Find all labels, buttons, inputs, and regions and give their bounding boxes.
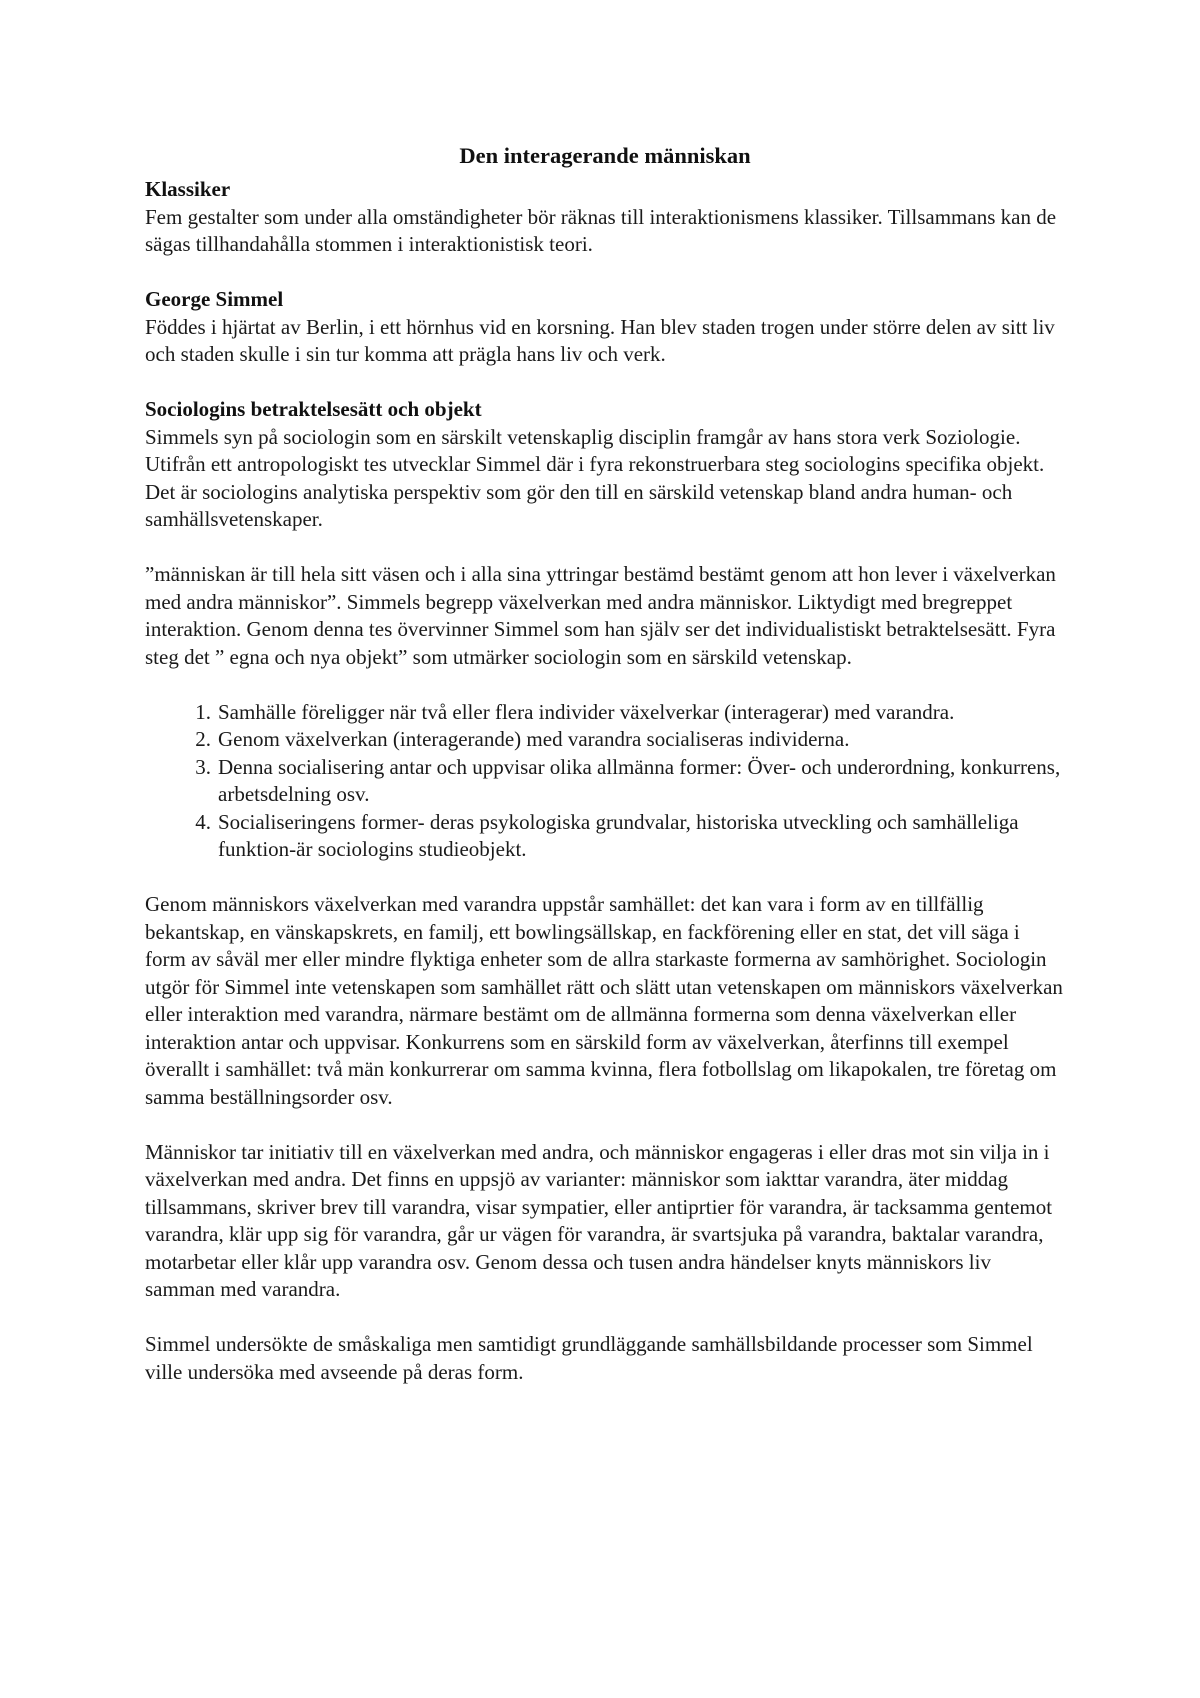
- list-item: [195, 726, 1065, 754]
- section-heading-klassiker: Klassiker: [145, 177, 231, 201]
- paragraph-quote-vaxelverkan: ”människan är till hela sitt väsen och i alla sina yttringar bestämd bestämt genom att hon lever i växelverkan med andra människor”. Simmels begrepp växelverkan med andra människor. Liktydigt med bregreppet interaktion. Genom denna tes övervinner Simmel som han själv ser det individualistiskt betraktelsesätt. Fyra steg det ” egna och nya objekt” som utmärker sociologin som en särskild vetenskap.: [145, 562, 1056, 669]
- list-item-number: 4.: [195, 809, 211, 834]
- document-page: [145, 140, 1065, 1414]
- list-item-number: 3.: [195, 754, 211, 779]
- section-heading-sociologins-betraktelsesatt: Sociologins betraktelsesätt och objekt: [145, 397, 482, 421]
- list-item-number: 2.: [195, 727, 211, 751]
- list-item: [195, 809, 1065, 864]
- list-item-text: Socialiseringens former- deras psykologiska grundvalar, historiska utveckling och samhälleliga funktion-är sociologins studieobjekt.: [218, 809, 1019, 861]
- list-item: [195, 754, 1065, 809]
- paragraph-klassiker: Fem gestalter som under alla omständigheter bör räknas till interaktionismens klassiker. Tillsammans kan de sägas tillhandahålla stommen i interaktionistisk teori.: [145, 204, 1057, 256]
- list-item-text: Genom växelverkan (interagerande) med varandra socialiseras individerna.: [218, 727, 850, 751]
- paragraph-manniskor-initiativ: Människor tar initiativ till en växelverkan med andra, och människor engageras i eller dras mot sin vilja in i växelverkan med andra. Det finns en uppsjö av varianter: människor som iakttar varandra, äter middag tillsammans, skriver brev till varandra, visar sympatier, eller antiprtier för varandra, är tacksamma gentemot varandra, klär upp sig för varandra, går ur vägen för varandra, är svartsjuka på varandra, baktalar varandra, motarbetar eller klår upp varandra osv. Genom dessa och tusen andra händelser knyts människors liv samman med varandra.: [145, 1139, 1053, 1301]
- list-item-number: 1.: [195, 699, 211, 724]
- list-item-text: Samhälle föreligger när två eller flera individer växelverkar (interagerar) med varandra.: [218, 699, 955, 724]
- numbered-steps-list: [145, 699, 1065, 864]
- document-title: Den interagerande människan: [459, 143, 751, 168]
- section-heading-george-simmel: George Simmel: [145, 287, 284, 311]
- list-item: [195, 699, 1065, 727]
- list-item-text: Denna socialisering antar och uppvisar olika allmänna former: Över- och underordning, konkurrens, arbetsdelning osv.: [218, 754, 1061, 806]
- paragraph-george-simmel: Föddes i hjärtat av Berlin, i ett hörnhus vid en korsning. Han blev staden trogen under större delen av sitt liv och staden skulle i sin tur komma att prägla hans liv och verk.: [145, 314, 1055, 366]
- paragraph-sociologins-syn: Simmels syn på sociologin som en särskilt vetenskaplig disciplin framgår av hans stora verk Soziologie. Utifrån ett antropologiskt tes utvecklar Simmel där i fyra rekonstruerbara steg sociologins specifika objekt. Det är sociologins analytiska perspektiv som gör den till en särskild vetenskap bland andra human- och samhällsvetenskaper.: [145, 424, 1045, 531]
- paragraph-simmel-undersokte: Simmel undersökte de småskaliga men samtidigt grundläggande samhällsbildande processer som Simmel ville undersöka med avseende på deras form.: [145, 1332, 1033, 1384]
- paragraph-samhallet-uppstar: Genom människors växelverkan med varandra uppstår samhället: det kan vara i form av en tillfällig bekantskap, en vänskapskrets, en familj, ett bowlingsällskap, en fackförening eller en stat, det vill säga i form av såväl mer eller mindre flyktiga enheter som de allra starkaste formerna av samhörighet. Sociologin utgör för Simmel inte vetenskapen som samhället rätt och slätt utan vetenskapen om människors växelverkan eller interaktion med varandra, närmare bestämt om de allmänna formerna som denna växelverkan eller interaktion antar och uppvisar. Konkurrens som en särskild form av växelverkan, återfinns till exempel överallt i samhället: två män konkurrerar om samma kvinna, flera fotbollslag om likapokalen, tre företag om samma beställningsorder osv.: [145, 892, 1063, 1109]
